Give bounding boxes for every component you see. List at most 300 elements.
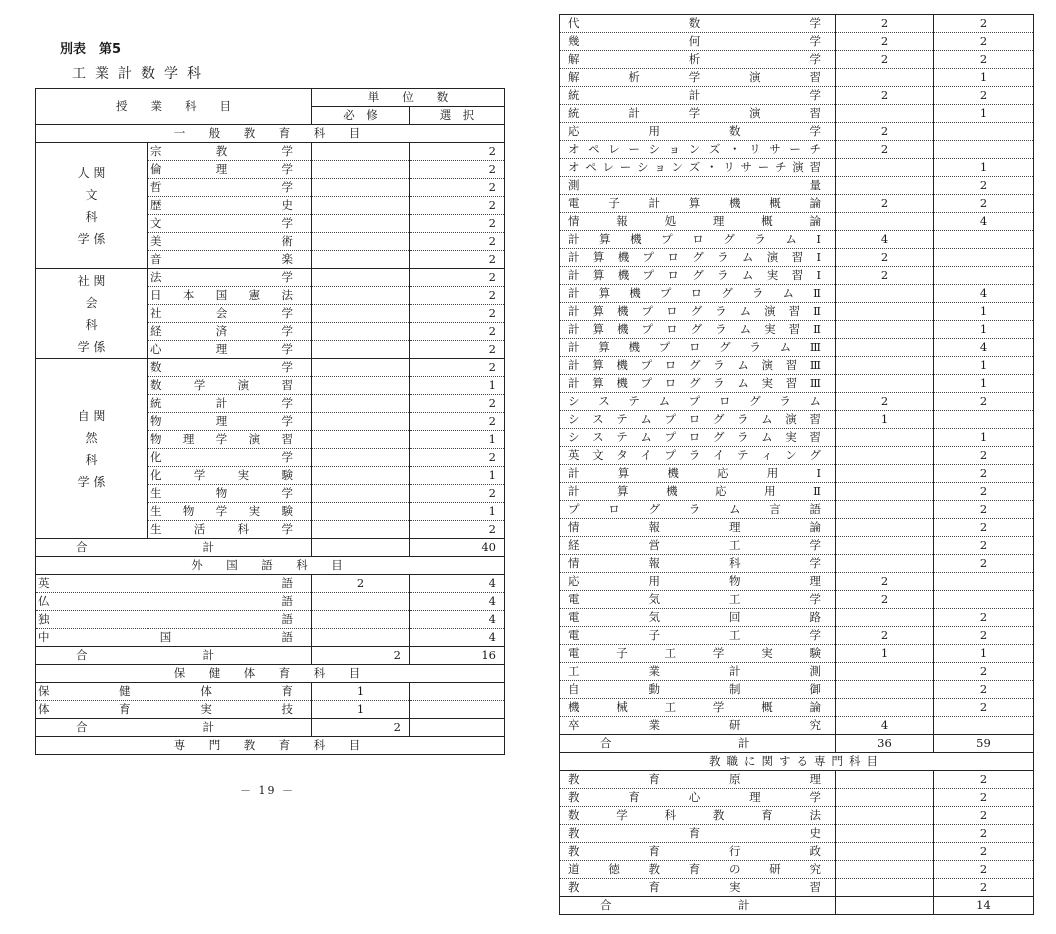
subject-name-text: 応 用 数 学 bbox=[568, 124, 821, 138]
table-row bbox=[560, 663, 1034, 681]
elective-units: 1 bbox=[934, 105, 1034, 123]
elective-units bbox=[934, 123, 1034, 141]
subject-name-text: 統 計 学 bbox=[150, 396, 293, 410]
required-units: 4 bbox=[836, 717, 934, 735]
required-units bbox=[836, 555, 934, 573]
table-row bbox=[560, 195, 1034, 213]
table-row bbox=[560, 573, 1034, 591]
required-units bbox=[836, 501, 934, 519]
required-units: 2 bbox=[836, 627, 934, 645]
subject-name bbox=[148, 359, 312, 377]
subject-name bbox=[560, 879, 836, 897]
subject-name-text: 計 算 機 プ ロ グ ラ ム 実 習 Ⅰ bbox=[568, 268, 821, 282]
subject-name bbox=[560, 465, 836, 483]
subject-name-text: 中 国 語 bbox=[38, 630, 293, 644]
subject-name bbox=[560, 447, 836, 465]
table-row bbox=[560, 15, 1034, 33]
subject-name bbox=[36, 611, 312, 629]
total-row bbox=[36, 539, 505, 557]
table-row bbox=[560, 555, 1034, 573]
elective-units: 1 bbox=[410, 431, 505, 449]
required-units bbox=[312, 611, 410, 629]
subject-name-text: 道 徳 教 育 の 研 究 bbox=[568, 862, 821, 876]
table-row bbox=[560, 591, 1034, 609]
required-units bbox=[836, 681, 934, 699]
subject-name-text: 計 算 機 プ ロ グ ラ ム 演 習 Ⅱ bbox=[568, 304, 821, 318]
table-row bbox=[560, 465, 1034, 483]
subject-name-text: 美 術 bbox=[150, 234, 293, 248]
table-row bbox=[560, 303, 1034, 321]
elective-units: 2 bbox=[934, 87, 1034, 105]
elective-units bbox=[934, 717, 1034, 735]
section-specialized-title: 専 門 教 育 科 目 bbox=[36, 737, 505, 755]
elective-units: 1 bbox=[410, 377, 505, 395]
table-row bbox=[560, 843, 1034, 861]
required-units: 2 bbox=[836, 15, 934, 33]
subject-name-text: 仏 語 bbox=[38, 594, 293, 608]
subject-name bbox=[560, 339, 836, 357]
group-label: 自 関 然 科 学 係 bbox=[36, 359, 148, 539]
table-row bbox=[560, 393, 1034, 411]
subject-name-text: 歴 史 bbox=[150, 198, 293, 212]
section-row bbox=[36, 665, 505, 683]
elective-units: 2 bbox=[934, 681, 1034, 699]
table-row bbox=[560, 321, 1034, 339]
subject-name-text: 宗 教 学 bbox=[150, 144, 293, 158]
required-units bbox=[312, 341, 410, 359]
table-row bbox=[560, 483, 1034, 501]
elective-units: 2 bbox=[934, 393, 1034, 411]
required-units bbox=[836, 69, 934, 87]
elective-units: 2 bbox=[410, 143, 505, 161]
subject-name-text: 英 文 タ イ プ ラ イ テ ィ ン グ bbox=[568, 448, 821, 462]
subject-name-text: 計 算 機 プ ロ グ ラ ム Ⅲ bbox=[568, 340, 821, 354]
table-row bbox=[560, 231, 1034, 249]
table-row bbox=[36, 629, 505, 647]
total-row bbox=[560, 735, 1034, 753]
subject-name-text: 独 語 bbox=[38, 612, 293, 626]
subject-name bbox=[560, 249, 836, 267]
table-row bbox=[560, 447, 1034, 465]
required-units bbox=[836, 825, 934, 843]
elective-units bbox=[934, 249, 1034, 267]
subject-name bbox=[560, 213, 836, 231]
subject-name bbox=[560, 303, 836, 321]
elective-units: 2 bbox=[934, 447, 1034, 465]
subject-name bbox=[560, 411, 836, 429]
subject-name-text: 計 算 機 応 用 Ⅱ bbox=[568, 484, 821, 498]
subject-name bbox=[148, 215, 312, 233]
required-units bbox=[312, 485, 410, 503]
elective-units: 2 bbox=[410, 179, 505, 197]
required-units bbox=[312, 593, 410, 611]
subject-name bbox=[560, 321, 836, 339]
subject-name bbox=[560, 87, 836, 105]
total-required bbox=[312, 539, 410, 557]
table-row bbox=[36, 143, 505, 161]
subject-name-text: 保 健 体 育 bbox=[38, 684, 293, 698]
subject-name bbox=[560, 267, 836, 285]
total-row bbox=[36, 719, 505, 737]
table-row bbox=[560, 609, 1034, 627]
subject-name bbox=[148, 341, 312, 359]
table-caption: 別表 第5 bbox=[60, 42, 122, 57]
subject-name bbox=[36, 683, 312, 701]
subject-name-text: 経 済 学 bbox=[150, 324, 293, 338]
section-title: 保 健 体 育 科 目 bbox=[36, 665, 505, 683]
total-row bbox=[36, 647, 505, 665]
total-elective: 40 bbox=[410, 539, 505, 557]
subject-name bbox=[148, 233, 312, 251]
section-title: 外 国 語 科 目 bbox=[36, 557, 505, 575]
subject-name bbox=[148, 197, 312, 215]
subject-name-text: 教 育 心 理 学 bbox=[568, 790, 821, 804]
subject-name bbox=[560, 843, 836, 861]
required-units bbox=[312, 161, 410, 179]
subject-name-text: 情 報 処 理 概 論 bbox=[568, 214, 821, 228]
subject-name-text: 工 業 計 測 bbox=[568, 664, 821, 678]
required-units: 2 bbox=[836, 591, 934, 609]
subject-name bbox=[148, 323, 312, 341]
table-row bbox=[560, 501, 1034, 519]
subject-name bbox=[148, 161, 312, 179]
total-elective: 16 bbox=[410, 647, 505, 665]
required-units bbox=[312, 287, 410, 305]
table-row bbox=[36, 269, 505, 287]
table-row bbox=[560, 177, 1034, 195]
elective-units: 2 bbox=[410, 323, 505, 341]
header-elective: 選 択 bbox=[410, 107, 505, 125]
required-units bbox=[836, 159, 934, 177]
subject-name bbox=[560, 681, 836, 699]
required-units bbox=[836, 375, 934, 393]
subject-name-text: 倫 理 学 bbox=[150, 162, 293, 176]
elective-units: 2 bbox=[934, 627, 1034, 645]
elective-units bbox=[934, 231, 1034, 249]
table-row bbox=[36, 359, 505, 377]
table-row bbox=[560, 69, 1034, 87]
elective-units: 2 bbox=[934, 825, 1034, 843]
table-row bbox=[560, 411, 1034, 429]
subject-name-text: 文 学 bbox=[150, 216, 293, 230]
elective-units: 2 bbox=[934, 879, 1034, 897]
subject-name bbox=[560, 807, 836, 825]
subject-name-text: 統 計 学 演 習 bbox=[568, 106, 821, 120]
table-row bbox=[560, 645, 1034, 663]
total-required: 2 bbox=[312, 647, 410, 665]
total-label: 合 計 bbox=[36, 539, 312, 557]
subject-name-text: 計 算 機 プ ロ グ ラ ム 実 習 Ⅱ bbox=[568, 322, 821, 336]
required-units: 2 bbox=[836, 573, 934, 591]
required-units bbox=[836, 483, 934, 501]
subject-name bbox=[148, 251, 312, 269]
required-units bbox=[312, 197, 410, 215]
table-row bbox=[560, 771, 1034, 789]
required-units: 2 bbox=[836, 33, 934, 51]
table-row bbox=[560, 519, 1034, 537]
required-units bbox=[836, 771, 934, 789]
subject-name bbox=[560, 519, 836, 537]
elective-units: 2 bbox=[934, 519, 1034, 537]
subject-name bbox=[560, 645, 836, 663]
subject-name bbox=[148, 431, 312, 449]
subject-name-text: 情 報 科 学 bbox=[568, 556, 821, 570]
elective-units: 2 bbox=[934, 177, 1034, 195]
elective-units: 2 bbox=[410, 449, 505, 467]
table-row bbox=[560, 339, 1034, 357]
subject-name bbox=[560, 357, 836, 375]
elective-units: 1 bbox=[934, 375, 1034, 393]
subject-name-text: シ ス テ ム プ ロ グ ラ ム 実 習 bbox=[568, 430, 821, 444]
table-row bbox=[36, 683, 505, 701]
required-units bbox=[836, 879, 934, 897]
subject-name bbox=[148, 143, 312, 161]
table-row bbox=[560, 105, 1034, 123]
elective-units: 2 bbox=[410, 269, 505, 287]
subject-name bbox=[560, 591, 836, 609]
elective-units: 1 bbox=[934, 69, 1034, 87]
elective-units bbox=[934, 267, 1034, 285]
total-elective: 59 bbox=[934, 735, 1034, 753]
table-row bbox=[560, 267, 1034, 285]
subject-name bbox=[148, 395, 312, 413]
subject-name-text: シ ス テ ム プ ロ グ ラ ム bbox=[568, 394, 821, 408]
required-units bbox=[836, 861, 934, 879]
elective-units bbox=[410, 701, 505, 719]
subject-name bbox=[148, 179, 312, 197]
table-row bbox=[560, 51, 1034, 69]
required-units: 1 bbox=[836, 645, 934, 663]
section-teaching-title: 教職に関する専門科目 bbox=[560, 753, 1034, 771]
header-subject: 授 業 科 目 bbox=[36, 89, 312, 125]
subject-name bbox=[560, 501, 836, 519]
table-row bbox=[560, 33, 1034, 51]
subject-name-text: 情 報 理 論 bbox=[568, 520, 821, 534]
subject-name-text: 数 学 bbox=[150, 360, 293, 374]
subject-name bbox=[148, 377, 312, 395]
subject-name-text: 法 学 bbox=[150, 270, 293, 284]
subject-name-text: 教 育 実 習 bbox=[568, 880, 821, 894]
subject-name bbox=[560, 429, 836, 447]
elective-units: 2 bbox=[934, 771, 1034, 789]
section-row bbox=[36, 737, 505, 755]
subject-name bbox=[560, 177, 836, 195]
table-row bbox=[560, 123, 1034, 141]
elective-units: 2 bbox=[410, 233, 505, 251]
required-units bbox=[312, 377, 410, 395]
required-units bbox=[312, 431, 410, 449]
curriculum-table-left bbox=[35, 88, 505, 755]
elective-units: 2 bbox=[410, 395, 505, 413]
elective-units: 2 bbox=[934, 843, 1034, 861]
elective-units: 4 bbox=[410, 575, 505, 593]
subject-name-text: 生 物 学 bbox=[150, 486, 293, 500]
required-units bbox=[836, 321, 934, 339]
subject-name-text: シ ス テ ム プ ロ グ ラ ム 演 習 bbox=[568, 412, 821, 426]
elective-units: 2 bbox=[934, 609, 1034, 627]
subject-name-text: 生 物 学 実 験 bbox=[150, 504, 293, 518]
required-units bbox=[312, 395, 410, 413]
required-units bbox=[312, 503, 410, 521]
subject-name bbox=[560, 51, 836, 69]
table-row bbox=[560, 717, 1034, 735]
subject-name-text: 電 子 工 学 bbox=[568, 628, 821, 642]
subject-name bbox=[148, 449, 312, 467]
subject-name-text: オ ペ レ ー シ ョ ン ズ ・ リ サ ー チ bbox=[568, 142, 821, 156]
elective-units: 2 bbox=[934, 33, 1034, 51]
table-row bbox=[36, 701, 505, 719]
elective-units: 2 bbox=[934, 699, 1034, 717]
subject-name bbox=[560, 195, 836, 213]
total-label: 合 計 bbox=[560, 735, 836, 753]
subject-name-text: 化 学 bbox=[150, 450, 293, 464]
required-units bbox=[836, 519, 934, 537]
elective-units: 1 bbox=[934, 645, 1034, 663]
required-units bbox=[836, 357, 934, 375]
elective-units: 2 bbox=[410, 521, 505, 539]
subject-name bbox=[148, 413, 312, 431]
elective-units bbox=[934, 141, 1034, 159]
elective-units: 2 bbox=[934, 465, 1034, 483]
subject-name-text: 解 析 学 演 習 bbox=[568, 70, 821, 84]
subject-name-text: 電 子 計 算 機 概 論 bbox=[568, 196, 821, 210]
subject-name-text: 数 学 演 習 bbox=[150, 378, 293, 392]
subject-name-text: 日 本 国 憲 法 bbox=[150, 288, 293, 302]
elective-units: 4 bbox=[934, 339, 1034, 357]
required-units bbox=[312, 305, 410, 323]
elective-units: 2 bbox=[934, 663, 1034, 681]
required-units: 4 bbox=[836, 231, 934, 249]
subject-name-text: 計 算 機 プ ロ グ ラ ム 演 習 Ⅲ bbox=[568, 358, 821, 372]
required-units bbox=[836, 339, 934, 357]
subject-name-text: 社 会 学 bbox=[150, 306, 293, 320]
subject-name bbox=[560, 375, 836, 393]
subject-name bbox=[560, 537, 836, 555]
elective-units: 2 bbox=[410, 305, 505, 323]
required-units bbox=[836, 843, 934, 861]
elective-units bbox=[934, 591, 1034, 609]
subject-name bbox=[560, 285, 836, 303]
subject-name bbox=[560, 825, 836, 843]
required-units bbox=[836, 177, 934, 195]
elective-units: 1 bbox=[934, 321, 1034, 339]
subject-name bbox=[560, 33, 836, 51]
subject-name-text: 化 学 実 験 bbox=[150, 468, 293, 482]
subject-name bbox=[560, 231, 836, 249]
required-units: 1 bbox=[836, 411, 934, 429]
subject-name bbox=[560, 15, 836, 33]
total-elective bbox=[410, 719, 505, 737]
total-label: 合 計 bbox=[560, 897, 836, 915]
elective-units: 2 bbox=[934, 807, 1034, 825]
elective-units: 1 bbox=[934, 159, 1034, 177]
elective-units: 2 bbox=[934, 555, 1034, 573]
required-units bbox=[836, 285, 934, 303]
subject-name-text: 卒 業 研 究 bbox=[568, 718, 821, 732]
elective-units: 2 bbox=[410, 485, 505, 503]
elective-units: 2 bbox=[934, 195, 1034, 213]
required-units bbox=[312, 233, 410, 251]
table-row bbox=[36, 575, 505, 593]
total-elective: 14 bbox=[934, 897, 1034, 915]
elective-units: 2 bbox=[410, 359, 505, 377]
required-units: 1 bbox=[312, 701, 410, 719]
section-row bbox=[560, 753, 1034, 771]
required-units bbox=[836, 447, 934, 465]
elective-units: 2 bbox=[410, 161, 505, 179]
subject-name bbox=[560, 771, 836, 789]
subject-name bbox=[148, 521, 312, 539]
elective-units: 2 bbox=[934, 501, 1034, 519]
elective-units: 2 bbox=[934, 483, 1034, 501]
subject-name-text: 解 析 学 bbox=[568, 52, 821, 66]
elective-units: 2 bbox=[410, 197, 505, 215]
subject-name bbox=[560, 159, 836, 177]
required-units: 2 bbox=[836, 249, 934, 267]
elective-units: 4 bbox=[410, 593, 505, 611]
required-units: 2 bbox=[836, 51, 934, 69]
required-units bbox=[312, 269, 410, 287]
elective-units: 1 bbox=[410, 503, 505, 521]
subject-name bbox=[560, 483, 836, 501]
subject-name bbox=[560, 69, 836, 87]
table-row bbox=[560, 825, 1034, 843]
required-units: 2 bbox=[836, 141, 934, 159]
group-label: 社 関 会 科 学 係 bbox=[36, 269, 148, 359]
elective-units: 2 bbox=[934, 51, 1034, 69]
subject-name bbox=[560, 627, 836, 645]
required-units bbox=[836, 609, 934, 627]
subject-name bbox=[36, 701, 312, 719]
table-row bbox=[560, 789, 1034, 807]
required-units: 2 bbox=[836, 123, 934, 141]
required-units bbox=[312, 449, 410, 467]
subject-name-text: 物 理 学 bbox=[150, 414, 293, 428]
elective-units: 4 bbox=[410, 611, 505, 629]
total-row bbox=[560, 897, 1034, 915]
table-row bbox=[36, 611, 505, 629]
elective-units: 2 bbox=[410, 413, 505, 431]
subject-name bbox=[560, 717, 836, 735]
table-row bbox=[560, 375, 1034, 393]
elective-units: 2 bbox=[934, 15, 1034, 33]
subject-name-text: 電 気 工 学 bbox=[568, 592, 821, 606]
subject-name bbox=[560, 861, 836, 879]
header-units: 単 位 数 bbox=[312, 89, 505, 107]
table-row bbox=[560, 699, 1034, 717]
subject-name-text: 教 育 史 bbox=[568, 826, 821, 840]
total-label: 合 計 bbox=[36, 647, 312, 665]
subject-name-text: 代 数 学 bbox=[568, 16, 821, 30]
subject-name bbox=[560, 555, 836, 573]
required-units: 2 bbox=[836, 195, 934, 213]
subject-name bbox=[148, 305, 312, 323]
required-units bbox=[312, 323, 410, 341]
elective-units: 4 bbox=[934, 213, 1034, 231]
table-row bbox=[560, 807, 1034, 825]
required-units bbox=[312, 629, 410, 647]
subject-name bbox=[560, 699, 836, 717]
page-number: － 19 － bbox=[240, 784, 295, 797]
table-row bbox=[560, 879, 1034, 897]
elective-units: 1 bbox=[934, 429, 1034, 447]
elective-units: 1 bbox=[934, 303, 1034, 321]
subject-name-text: 英 語 bbox=[38, 576, 293, 590]
elective-units: 2 bbox=[934, 537, 1034, 555]
required-units bbox=[312, 251, 410, 269]
subject-name-text: 幾 何 学 bbox=[568, 34, 821, 48]
elective-units: 1 bbox=[934, 357, 1034, 375]
